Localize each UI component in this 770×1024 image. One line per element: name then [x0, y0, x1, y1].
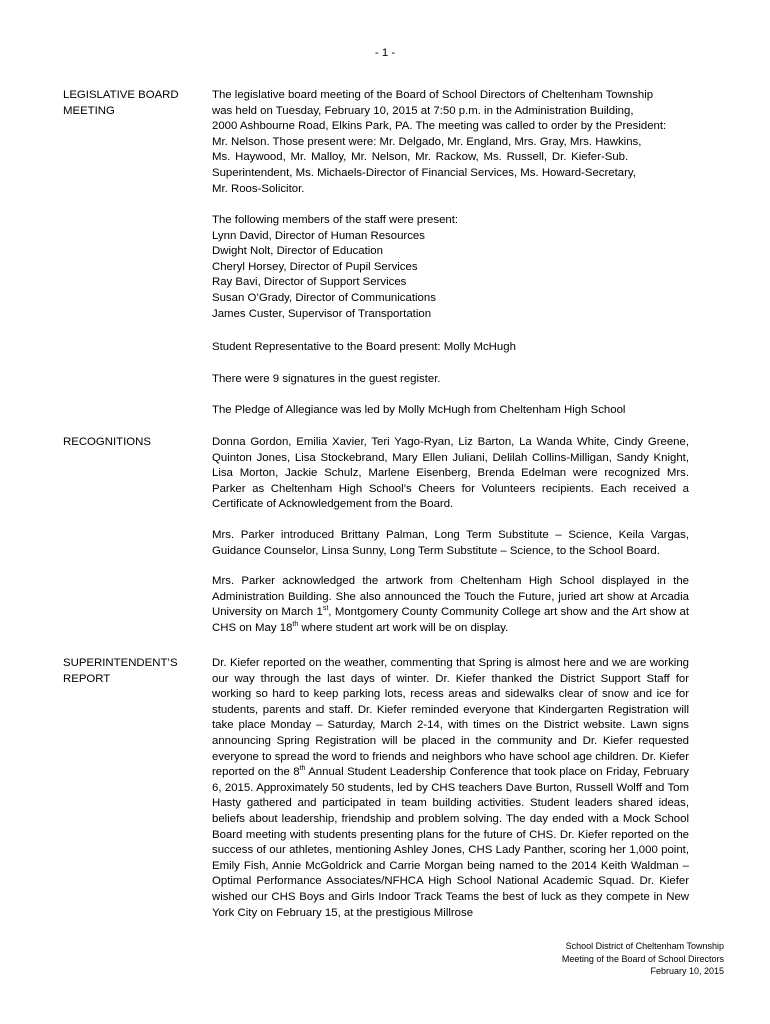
- text-line: 2000 Ashbourne Road, Elkins Park, PA. The meeting was called to order by the President:: [212, 120, 667, 133]
- ordinal-suffix: th: [299, 765, 306, 773]
- label-line: LEGISLATIVE BOARD: [63, 89, 179, 101]
- text-span: Annual Student Leadership Conference that took place on Friday, February 6, 2015. Approximately 50 students, led by CHS teachers Dave Burton, Russell Wolff and Tom Hasty gathered and participated in team building activities. Student leaders shared ideas, beliefs about leadership, friendship and problem solving. The day ended with a Mock School Board meeting with students presenting plans for the future of CHS. Dr. Kiefer reported on the success of our athletes, mentioning Ashley Jones, CHS Lady Panther, scoring her 1,000 point, Emily Fish, Annie McGoldrick and Carrie Morgan being named to the 2014 Keith Waldman – Optimal Performance Associates/NFHCA High School National Academic Squad. Dr. Kiefer wished our CHS Boys and Girls Indoor Track Teams the best of luck as they compete in New York City on February 15, at the prestigious Millrose: [212, 766, 689, 919]
- superintendent-report-paragraph: [212, 656, 689, 921]
- signatures: There were 9 signatures in the guest register.: [212, 373, 441, 385]
- text-span: Mrs. Parker acknowledged the artwork from Cheltenham High School displayed in the Administration Building. She also announced the Touch the Future, juried art show at Arcadia University on March 1: [212, 575, 689, 619]
- pledge: The Pledge of Allegiance was led by Molly McHugh from Cheltenham High School: [212, 404, 626, 416]
- recognitions-paragraph-3: [212, 574, 689, 636]
- text-span: , Montgomery County Community College art show and the Art show at CHS on May 18: [212, 606, 689, 634]
- footer-line: February 10, 2015: [650, 966, 724, 976]
- recognitions-paragraph-2: Mrs. Parker introduced Brittany Palman, Long Term Substitute – Science, Keila Vargas, Guidance Counselor, Linsa Sunny, Long Term Substitute – Science, to the School Board.: [212, 528, 689, 557]
- staff-member: James Custer, Supervisor of Transportation: [212, 307, 432, 320]
- staff-member: Ray Bavi, Director of Support Services: [212, 276, 407, 289]
- staff-member: Lynn David, Director of Human Resources: [212, 229, 425, 242]
- staff-list: [212, 213, 689, 322]
- footer-line: School District of Cheltenham Township: [565, 941, 724, 951]
- text-line: Mr. Nelson. Those present were: Mr. Delgado, Mr. England, Mrs. Gray, Mrs. Hawkins,: [212, 135, 642, 148]
- text-line: Mr. Roos-Solicitor.: [212, 182, 305, 195]
- staff-member: Cheryl Horsey, Director of Pupil Services: [212, 260, 418, 273]
- staff-member: Dwight Nolt, Director of Education: [212, 245, 383, 258]
- text-line: Ms. Haywood, Mr. Malloy, Mr. Nelson, Mr. Rackow, Ms. Russell, Dr. Kiefer-Sub.: [212, 151, 629, 164]
- section-label-recognitions: RECOGNITIONS: [63, 436, 151, 448]
- text-line: Superintendent, Ms. Michaels-Director of Financial Services, Ms. Howard-Secretary,: [212, 166, 636, 179]
- label-line: SUPERINTENDENT’S: [63, 657, 178, 669]
- section-label-legislative: [63, 88, 203, 119]
- staff-member: Susan O’Grady, Director of Communications: [212, 291, 436, 304]
- staff-intro: The following members of the staff were present:: [212, 214, 459, 226]
- opening-paragraph: [212, 88, 689, 197]
- text-span: Dr. Kiefer reported on the weather, commenting that Spring is almost here and we are working our way through the last days of winter. Dr. Kiefer thanked the District Support Staff for working so hard to keep parking lots, recess areas and sidewalks clear of snow and ice for students, parents and staff. Dr. Kiefer reminded everyone that Kindergarten Registration will take place Monday – Saturday, March 2-14, with times on the District website. Lawn signs announcing Spring Registration will be placed in the community and Dr. Kiefer requested everyone to spread the word to friends and neighbors who have school age children. Dr. Kiefer reported on the 8: [212, 657, 689, 779]
- page-number: - 1 -: [374, 47, 396, 59]
- recognitions-paragraph-1: Donna Gordon, Emilia Xavier, Teri Yago-Ryan, Liz Barton, La Wanda White, Cindy Greene, Quinton Jones, Lisa Stockebrand, Mary Ellen Juliani, Delilah Collins-Milligan, Sandy Knight, Lisa Morton, Jackie Schulz, Marlene Eisenberg, Brenda Edelman were recognized Mrs. Parker as Cheltenham High School’s Cheers for Volunteers recipients. Each received a Certificate of Acknowledgement from the Board.: [212, 436, 689, 511]
- page-footer: [562, 940, 724, 978]
- text-line: The legislative board meeting of the Board of School Directors of Cheltenham Township: [212, 89, 654, 101]
- ordinal-suffix: st: [322, 605, 329, 613]
- legislative-content: [212, 88, 689, 197]
- text-line: was held on Tuesday, February 10, 2015 at 7:50 p.m. in the Administration Building,: [212, 104, 634, 117]
- ordinal-suffix: th: [292, 621, 299, 629]
- student-rep: Student Representative to the Board present: Molly McHugh: [212, 341, 516, 353]
- footer-line: Meeting of the Board of School Directors: [561, 953, 724, 964]
- text-span: where student art work will be on display.: [298, 621, 509, 634]
- section-label-superintendent: [63, 656, 203, 687]
- label-line: REPORT: [63, 672, 111, 685]
- label-line: MEETING: [63, 104, 115, 117]
